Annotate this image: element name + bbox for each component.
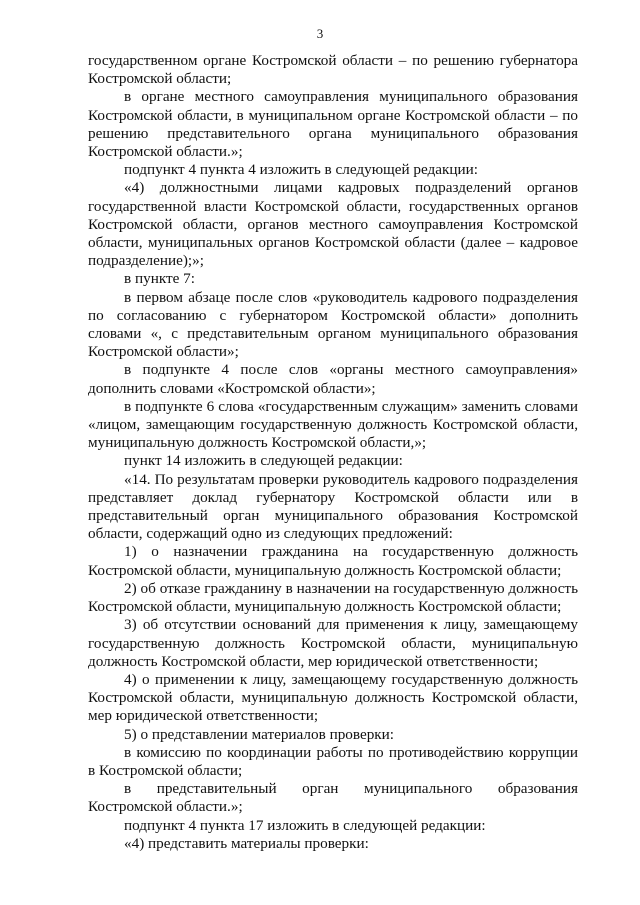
paragraph-point-14: пункт 14 изложить в следующей редакции: [124, 452, 403, 470]
list-item-3: 3) об отсутствии оснований для применения к лицу, замещающему государственную должность Костромской области, муниципальную должность Костромской области, мер юридической ответственности; [88, 616, 578, 670]
paragraph-quoted-subclause-4-point-17: «4) представить материалы проверки: [124, 834, 369, 852]
paragraph-subclause-6-change: в подпункте 6 слова «государственным служащим» заменить словами «лицом, замещающим государственную должность Костромской области, муниципальную должность Костромской области,»; [88, 397, 578, 452]
paragraph-amend-subclause-4-point-17: подпункт 4 пункта 17 изложить в следующей редакции: [124, 816, 486, 834]
page-number: 3 [316, 26, 324, 41]
sub-item-commission: в комиссию по координации работы по противодействию коррупции в Костромской области; [88, 743, 578, 779]
list-item-2: 2) об отказе гражданину в назначении на государственную должность Костромской области, муниципальную должность Костромской области; [88, 579, 578, 616]
list-item-4: 4) о применении к лицу, замещающему государственную должность Костромской области, муниципальную должность Костромской области, мер юридической ответственности; [88, 670, 578, 725]
paragraph-quoted-subclause-4: «4) должностными лицами кадровых подразделений органов государственной власти Костромской области, государственных органов Костромской области, органов местного самоуправления Костромской области, муниципальных органов Костромской области (далее – кадровое подразделение);»; [88, 179, 578, 270]
document-text [88, 52, 578, 853]
paragraph-continuation: государственном органе Костромской области – по решению губернатора Костромской области; [88, 52, 578, 88]
paragraph-amend-subclause-4-point-4: подпункт 4 пункта 4 изложить в следующей редакции: [124, 161, 478, 179]
list-item-5: 5) о представлении материалов проверки: [124, 725, 395, 743]
paragraph-first-indent-change: в первом абзаце после слов «руководитель кадрового подразделения по согласованию с губернатором Костромской области» дополнить словами «, с представительным органом муниципального образования Костромской области»; [88, 288, 578, 361]
sub-item-representative-body: в представительный орган муниципального образования Костромской области.»; [88, 780, 578, 816]
paragraph-subclause-4-change: в подпункте 4 после слов «органы местного самоуправления» дополнить словами «Костромской области»; [88, 361, 578, 397]
paragraph-quoted-point-14: «14. По результатам проверки руководитель кадрового подразделения представляет доклад губернатору Костромской области или в представительный орган муниципального образования Костромской области, содержащий одно из следующих предложений: [88, 470, 578, 543]
paragraph-point-7: в пункте 7: [124, 270, 195, 288]
paragraph-local-government: в органе местного самоуправления муниципального образования Костромской области, в муниципальном органе Костромской области – по решению представительного органа муниципального образования Костромской области.»; [88, 88, 578, 161]
list-item-1: 1) о назначении гражданина на государственную должность Костромской области, муниципальную должность Костромской области; [88, 543, 578, 579]
